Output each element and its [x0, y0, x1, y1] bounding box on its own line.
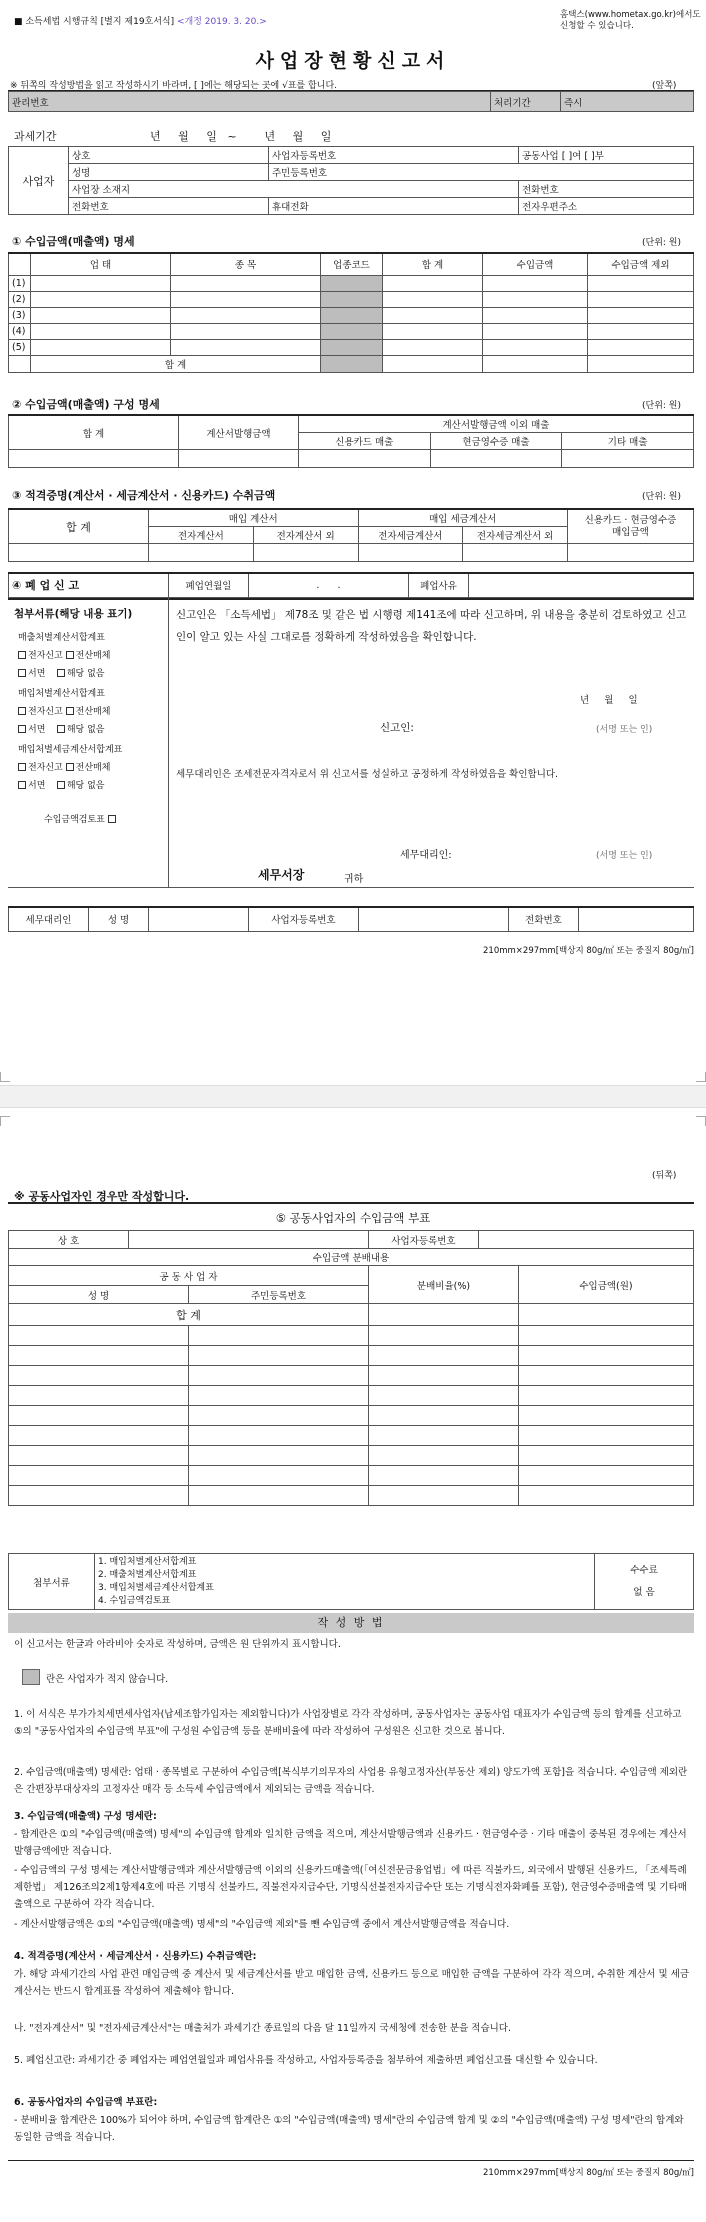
instr-12: 6. 공동사업자의 수입금액 부표란: — [14, 2097, 158, 2108]
attach-options-6: 서면 해당 없음 — [18, 778, 104, 791]
table-row — [9, 1406, 694, 1426]
section1-title: ① 수입금액(매출액) 명세 — [12, 235, 135, 248]
instr-11: 5. 폐업신고란: 과세기간 중 폐업자는 폐업연월일과 폐업사유를 작성하고, 사업자등록증을 첨부하여 제출하면 폐업신고를 대신할 수 있습니다. — [14, 2055, 598, 2066]
checkbox-icon[interactable] — [66, 707, 74, 715]
instr-2: 1. 이 서식은 부가가치세면세사업자(납세조합가입자는 제외합니다)가 사업장별로 각각 작성하며, 공동사업자는 공동사업 대표자가 수입금액 등의 합계를 신고하고 ⑤의 "공동사업자의 수입금액 부표"에 구성원 수입금액 등을 분배비율에 따라 작성하여 구성원은 신고한 것으로 봅니다. — [14, 1709, 682, 1737]
checkbox-icon[interactable] — [108, 815, 116, 823]
checkbox-icon[interactable] — [18, 725, 26, 733]
table-row — [9, 1386, 694, 1406]
checkbox-icon[interactable] — [18, 669, 26, 677]
attach-list: 1. 매입처별계산서합계표 2. 매출처별계산서합계표 3. 매입처별세금계산서합계표 4. 수입금액검토표 — [95, 1554, 595, 1610]
checkbox-icon[interactable] — [18, 651, 26, 659]
checkbox-icon[interactable] — [66, 763, 74, 771]
comp-etc-header: 기타 매출 — [562, 433, 694, 450]
table-row — [9, 1326, 694, 1346]
tax-office-label: 세무서장 — [258, 868, 305, 882]
attach-options-1: 전자신고 전산매체 — [18, 648, 110, 661]
instr-9: 가. 해당 과세기간의 사업 관련 매입금액 중 계산서 및 세금계산서를 받고 매입한 금액, 신용카드 등으로 매입한 금액을 구분하여 각각 적으며, 수취한 계산서 및 세금계산서는 반드시 합계표를 작성하여 제출해야 합니다. — [14, 1969, 690, 1997]
declaration-text: 신고인은 「소득세법」 제78조 및 같은 법 시행령 제141조에 따라 신고하며, 위 내용을 충분히 검토하였고 신고인이 알고 있는 사실 그대로를 정확하게 작성하였음을 확인합니다. — [176, 609, 687, 643]
tax-office-to: 귀하 — [344, 874, 364, 885]
checkbox-icon[interactable] — [57, 781, 65, 789]
partner-table: 공 동 사 업 자 분배비율(%) 수입금액(원) 성 명 주민등록번호 합 계 — [8, 1265, 694, 1506]
management-table — [8, 91, 694, 112]
table-row: (2) — [9, 291, 694, 307]
processing-period-label: 처리기간 — [491, 92, 561, 112]
back-label: (뒤쪽) — [652, 1171, 677, 1181]
phone2-field[interactable]: 전화번호 — [69, 198, 269, 215]
section3-unit: (단위: 원) — [642, 492, 681, 502]
mobile-field[interactable]: 휴대전화 — [269, 198, 519, 215]
agent-phone-field[interactable] — [579, 907, 694, 931]
proof-card-header: 신용카드 · 현금영수증 매입금액 — [568, 509, 694, 544]
table-row: (1) — [9, 275, 694, 291]
section3-title: ③ 적격증명(계산서 · 세금계산서 · 신용카드) 수취금액 — [12, 489, 276, 502]
attach-options-5: 전자신고 전산매체 — [18, 760, 110, 773]
business-number-field[interactable]: 사업자등록번호 — [269, 147, 519, 164]
instr-6: - 수입금액의 구성 명세는 계산서발행금액과 계산서발행금액 이외의 신용카드매출액(「여신전문금융업법」에 따른 직불카드, 외국에서 발행된 신용카드, 「조세특례제한법」 제126조의2제1항제4호에 따른 기명식 선불카드, 직불전자지급수단, 기명식선불전자지급수단 또는 기명식전자화폐를 포함), 현금영수증매출액 및 기타매출액으로 구분하여 각각 적습니다. — [14, 1865, 687, 1910]
guide-note: ※ 뒤쪽의 작성방법을 읽고 작성하시기 바라며, [ ]에는 해당되는 곳에 √표를 합니다. — [10, 81, 338, 91]
page-back — [0, 1108, 706, 2222]
instr-3: 2. 수입금액(매출액) 명세란: 업태 · 종목별로 구분하여 수입금액[복식부기의무자의 사업용 유형고정자산(부동산 제외) 양도가액 포함]을 적습니다. 수입금액 제외란은 간편장부대상자의 고정자산 매각 등 소득세 수입금액에서 제외되는 금액을 적습니다. — [14, 1767, 688, 1795]
instr-5: - 합계란은 ①의 "수입금액(매출액) 명세"의 수입금액 합계와 일치한 금액을 적으며, 계산서발행금액과 신용카드 · 현금영수증 · 기타 매출이 중복된 경우에는 계산서발행금액에만 적습니다. — [14, 1829, 687, 1857]
income-table — [8, 252, 694, 373]
paper-spec: 210mm×297mm[백상지 80g/㎡ 또는 중질지 80g/㎡] — [483, 946, 694, 956]
law-reference: ■ 소득세법 시행규칙 [별지 제19호서식] <개정 2019. 3. 20.> — [14, 17, 267, 27]
closed-reason-label: 폐업사유 — [409, 573, 469, 597]
section2-unit: (단위: 원) — [642, 401, 681, 411]
table-row — [9, 1446, 694, 1466]
joint-bizno-field[interactable] — [479, 1231, 694, 1249]
total-row: 합 계 — [9, 355, 694, 372]
composition-table — [8, 414, 694, 468]
name-field[interactable]: 성명 — [69, 164, 269, 181]
attach-options-3: 전자신고 전산매체 — [18, 704, 110, 717]
agent-text: 세무대리인은 조세전문자격자로서 위 신고서를 성실하고 공정하게 작성하였음을 확인합니다. — [176, 769, 559, 780]
joint-business-check[interactable]: 공동사업 [ ]여 [ ]부 — [519, 147, 694, 164]
col-business-type: 업 태 — [31, 253, 171, 275]
checkbox-icon[interactable] — [18, 707, 26, 715]
instr-10: 나. "전자계산서" 및 "전자세금계산서"는 매출처가 과세기간 종료일의 다음 달 11일까지 국세청에 전송한 분을 적습니다. — [14, 2023, 512, 2034]
joint-note: ※ 공동사업자인 경우만 작성합니다. — [14, 1190, 190, 1203]
tax-period-value[interactable]: 년 월 일 ~ 년 월 일 — [150, 130, 332, 143]
comp-invoice-header: 계산서발행금액 — [179, 415, 299, 450]
reporter-label: 신고인: — [380, 722, 414, 734]
instr-1: 란은 사업자가 적지 않습니다. — [46, 1674, 169, 1685]
tax-agent-table: 세무대리인 성 명 사업자등록번호 전화번호 — [8, 906, 694, 932]
section1-unit: (단위: 원) — [642, 238, 681, 248]
agent-label: 세무대리인: — [400, 850, 452, 861]
closed-reason-field[interactable] — [469, 573, 694, 597]
instr-8: 4. 적격증명(계산서 · 세금계산서 · 신용카드) 수취금액란: — [14, 1951, 257, 1962]
hometax-note[interactable]: 홈택스(www.hometax.go.kr)에서도 신청할 수 있습니다. — [560, 10, 701, 31]
section2-title: ② 수입금액(매출액) 구성 명세 — [12, 398, 160, 411]
attach-fee-table: 첨부서류 1. 매입처별계산서합계표 2. 매출처별계산서합계표 3. 매입처별세금계산서합계표 4. 수입금액검토표 수수료 없 음 — [8, 1553, 694, 1610]
table-row: (3) — [9, 307, 694, 323]
agent-bizno-field[interactable] — [359, 907, 509, 931]
comp-other-header: 계산서발행금액 이외 매출 — [299, 415, 694, 433]
checkbox-icon[interactable] — [66, 651, 74, 659]
management-number-label: 관리번호 — [9, 92, 491, 112]
email-field[interactable]: 전자우편주소 — [519, 198, 694, 215]
agent-sign[interactable]: (서명 또는 인) — [596, 851, 653, 861]
owner-label: 사업자 — [9, 147, 69, 215]
instr-4: 3. 수입금액(매출액) 구성 명세란: — [14, 1811, 157, 1822]
gray-box-icon — [22, 1669, 40, 1685]
checkbox-icon[interactable] — [57, 725, 65, 733]
closure-table — [8, 572, 694, 598]
phone-field[interactable]: 전화번호 — [519, 181, 694, 198]
closed-date-field[interactable]: . . — [249, 573, 409, 597]
col-excluded: 수입금액 제외 — [588, 253, 694, 275]
reporter-sign[interactable]: (서명 또는 인) — [596, 725, 653, 735]
checkbox-icon[interactable] — [18, 781, 26, 789]
form-title: 사업장현황신고서 — [255, 50, 451, 72]
instr-13: - 분배비율 합계란은 100%가 되어야 하며, 수입금액 합계란은 ①의 "수입금액(매출액) 명세"란의 수입금액 합계 및 ②의 "수입금액(매출액) 구성 명세"란의 합계와 동일한 금액을 적습니다. — [14, 2115, 684, 2143]
owner-table — [8, 146, 694, 215]
proof-total-header: 합 계 — [9, 509, 149, 544]
col-business-item: 종 목 — [171, 253, 321, 275]
attach-group-purchase-tax-invoice: 매입처별세금계산서합계표 — [18, 745, 123, 755]
declaration-date[interactable]: 년 월 일 — [580, 695, 638, 706]
table-row — [9, 1486, 694, 1506]
comp-card-header: 신용카드 매출 — [299, 433, 431, 450]
checkbox-icon[interactable] — [18, 763, 26, 771]
business-address-field[interactable]: 사업장 소재지 — [69, 181, 519, 198]
proof-invoice-header: 매입 계산서 — [149, 509, 359, 527]
paper-spec-back: 210mm×297mm[백상지 80g/㎡ 또는 중질지 80g/㎡] — [483, 2168, 694, 2178]
table-row — [9, 1466, 694, 1486]
col-total: 합 계 — [383, 253, 483, 275]
table-row — [9, 1346, 694, 1366]
processing-period-value: 즉시 — [561, 92, 694, 112]
col-code: 업종코드 — [321, 253, 383, 275]
attach-options-2: 서면 해당 없음 — [18, 666, 104, 679]
table-row — [9, 1366, 694, 1386]
table-row: (4) — [9, 323, 694, 339]
joint-trade-field[interactable] — [129, 1231, 369, 1249]
joint-title: ⑤ 공동사업자의 수입금액 부표 — [275, 1211, 431, 1225]
comp-total-header: 합 계 — [9, 415, 179, 450]
trade-name-field[interactable]: 상호 — [69, 147, 269, 164]
front-label: (앞쪽) — [652, 81, 677, 91]
col-income: 수입금액 — [483, 253, 588, 275]
instr-0: 이 신고서는 한글과 아라비아 숫자로 작성하며, 금액은 원 단위까지 표시합니다. — [14, 1639, 341, 1650]
section4-title: ④ 폐 업 신 고 — [9, 573, 169, 597]
joint-table: 상 호 사업자등록번호 수입금액 분배내용 — [8, 1230, 694, 1266]
attach-income-review: 수입금액검토표 — [44, 812, 118, 825]
qualified-proof-table: 합 계 매입 계산서 매입 세금계산서 신용카드 · 현금영수증 매입금액 전자계산서 전자계산서 외 전자세금계산서 전자세금계산서 외 — [8, 508, 694, 562]
attach-options-4: 서면 해당 없음 — [18, 722, 104, 735]
table-row — [9, 1426, 694, 1446]
checkbox-icon[interactable] — [57, 669, 65, 677]
page-front — [0, 0, 706, 1085]
attachments-title: 첨부서류(해당 내용 표기) — [14, 608, 133, 620]
resident-number-field[interactable]: 주민등록번호 — [269, 164, 694, 181]
page-gap — [0, 1085, 706, 1108]
attach-group-purchase-invoice: 매입처별계산서합계표 — [18, 689, 105, 699]
comp-cash-header: 현금영수증 매출 — [430, 433, 562, 450]
attach-group-sales-invoice: 매출처별계산서합계표 — [18, 633, 105, 643]
method-title: 작 성 방 법 — [8, 1613, 694, 1633]
proof-taxinvoice-header: 매입 세금계산서 — [358, 509, 568, 527]
agent-name-field[interactable] — [149, 907, 249, 931]
table-row: (5) — [9, 339, 694, 355]
instr-7: - 계산서발행금액은 ①의 "수입금액(매출액) 명세"의 "수입금액 제외"를 뺀 수입금액 중에서 계산서발행금액을 적습니다. — [14, 1919, 510, 1930]
closed-date-label: 폐업연월일 — [169, 573, 249, 597]
tax-period-label: 과세기간 — [14, 130, 57, 143]
